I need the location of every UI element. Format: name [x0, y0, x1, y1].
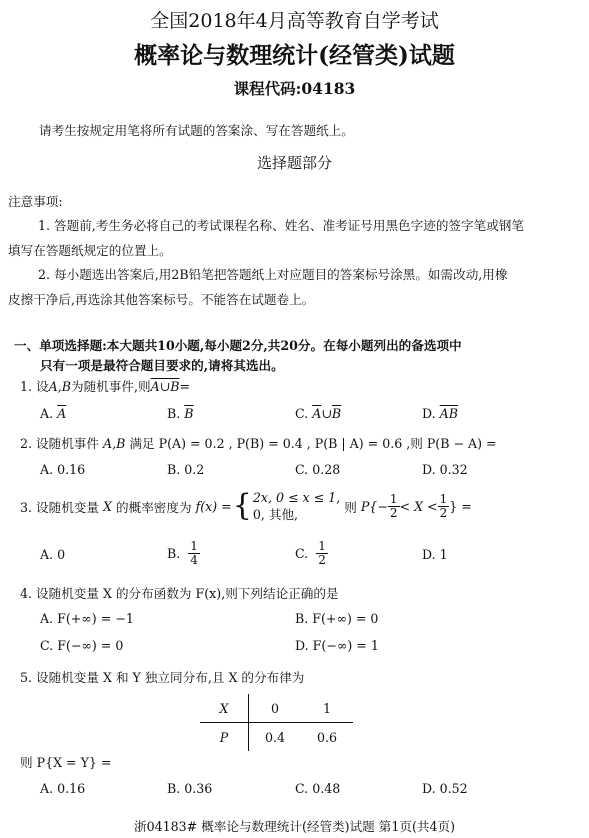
q3-option-c: C. $\frac{1}{2}$ — [295, 539, 326, 567]
q5-option-a: A. 0.16 — [40, 781, 86, 796]
q3-stem: 3. 设随机变量 X 的概率密度为 f(x) = { 2x, 0 ≤ x ≤ 1, 0, 其他, 则 P{− $\frac{1}{2}$ < X < $\frac{1}{2}$ } = — [20, 488, 472, 523]
note-1-line-1: 1. 答题前,考生务必将自己的考试课程名称、姓名、准考证号用黑色字迹的签字笔或钢笔 — [38, 218, 524, 233]
q1-option-a: A. $\overline{A}$ — [40, 406, 67, 421]
q5-option-d: D. 0.52 — [422, 781, 468, 796]
q4-option-d: D. F(−∞) = 1 — [295, 638, 379, 653]
table-prob: 0.6 — [316, 729, 338, 745]
q1-option-b: B. $\overline{B}$ — [167, 406, 194, 421]
table-prob: 0.4 — [264, 729, 286, 745]
note-2-line-2: 皮擦干净后,再选涂其他答案标号。不能答在试题卷上。 — [8, 292, 315, 307]
table-value: 1 — [301, 694, 353, 723]
q5-option-b: B. 0.36 — [167, 781, 213, 796]
part1-heading-line-2: 只有一项是最符合题目要求的,请将其选出。 — [40, 358, 284, 373]
q4-stem: 4. 设随机变量 X 的分布函数为 F(x),则下列结论正确的是 — [20, 586, 339, 601]
note-1-line-2: 填写在答题纸规定的位置上。 — [8, 243, 172, 258]
brace: { — [232, 488, 252, 523]
q4-option-c: C. F(−∞) = 0 — [40, 638, 124, 653]
course-code: 课程代码:04183 — [233, 79, 356, 98]
q4-option-b: B. F(+∞) = 0 — [295, 611, 379, 626]
q3-option-b: B. $\frac{1}{4}$ — [167, 539, 198, 567]
exam-title: 全国2018年4月高等教育自学考试 — [150, 10, 439, 32]
part1-heading-line-1: 一、单项选择题:本大题共10小题,每小题2分,共20分。在每小题列出的备选项中 — [14, 338, 462, 353]
q1-option-d: D. $\overline{AB}$ — [422, 406, 459, 421]
table-p-label: P — [200, 723, 249, 752]
q1-option-c: C. $\overline{A}\cup\overline{B}$ — [295, 406, 342, 421]
q5-followup: 则 P{X = Y} = — [20, 755, 112, 770]
q2-option-b: B. 0.2 — [167, 462, 205, 477]
q2-option-a: A. 0.16 — [40, 462, 86, 477]
q2-stem: 2. 设随机事件 A,B 满足 P(A) = 0.2 , P(B) = 0.4 , P(B | A) = 0.6 ,则 P(B − A) = — [20, 436, 497, 451]
q2-option-c: C. 0.28 — [295, 462, 341, 477]
subject-title: 概率论与数理统计(经管类)试题 — [134, 42, 455, 69]
q5-stem: 5. 设随机变量 X 和 Y 独立同分布,且 X 的分布律为 — [20, 670, 305, 685]
q2-option-d: D. 0.32 — [422, 462, 468, 477]
q4-option-a: A. F(+∞) = −1 — [40, 611, 134, 626]
q3-option-a: A. 0 — [40, 547, 66, 562]
notes-heading: 注意事项: — [8, 194, 63, 209]
instruction: 请考生按规定用笔将所有试题的答案涂、写在答题纸上。 — [39, 123, 354, 138]
table-value: 0 — [249, 694, 302, 723]
q1-stem: 1. 设A,B为随机事件,则A∪B= — [20, 379, 191, 394]
note-2-line-1: 2. 每小题选出答案后,用2B铅笔把答题纸上对应题目的答案标号涂黑。如需改动,用橡 — [38, 267, 508, 282]
table-x-label: X — [200, 694, 249, 723]
distribution-table — [200, 694, 353, 751]
q5-option-c: C. 0.48 — [295, 781, 341, 796]
page-footer: 浙04183# 概率论与数理统计(经管类)试题 第1页(共4页) — [134, 819, 455, 834]
section-title: 选择题部分 — [256, 154, 332, 172]
q3-option-d: D. 1 — [422, 547, 448, 562]
